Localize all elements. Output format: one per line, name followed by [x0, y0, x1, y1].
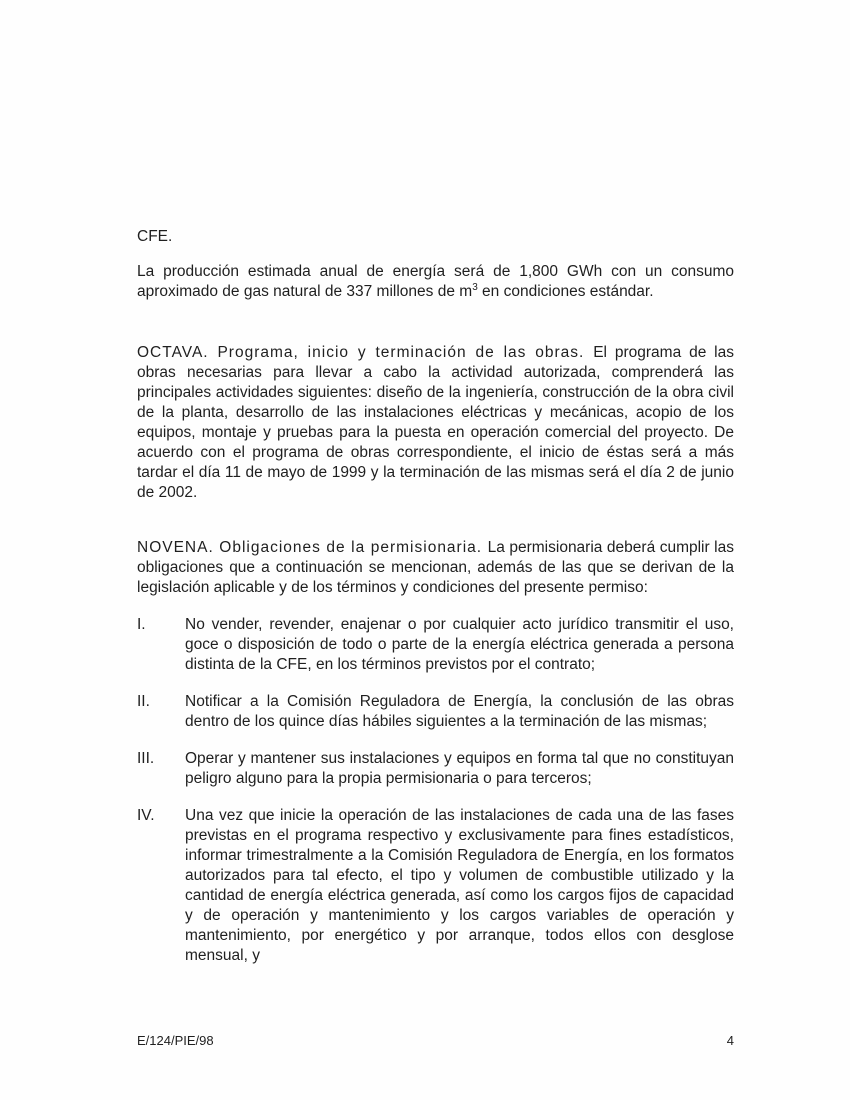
clause-novena: [137, 538, 734, 598]
production-text-before-sup: La producción estimada anual de energía será de 1,800 GWh con un consumo aproximado de gas natural de 337 millones de m: [137, 263, 734, 300]
obligation-numeral-2: II.: [137, 693, 150, 710]
obligation-numeral-3: III.: [137, 750, 155, 767]
obligation-text-2: Notificar a la Comisión Reguladora de Energía, la conclusión de las obras dentro de los quince días hábiles siguientes a la terminación de las mismas;: [185, 693, 734, 730]
obligation-text-3: Operar y mantener sus instalaciones y equipos en forma tal que no constituyan peligro alguno para la propia permisionaria o para terceros;: [185, 750, 734, 787]
clause-octava: [137, 343, 734, 503]
clause-octava-title: OCTAVA. Programa, inicio y terminación de las obras.: [137, 344, 594, 361]
production-paragraph: [137, 262, 734, 302]
obligation-numeral-1: I.: [137, 616, 146, 633]
clause-novena-title: NOVENA. Obligaciones de la permisionaria.: [137, 539, 488, 556]
document-reference: E/124/PIE/98: [137, 1033, 214, 1048]
cfe-line: CFE.: [137, 228, 173, 245]
clause-octava-body: El programa de las obras necesarias para llevar a cabo la actividad autorizada, comprenderá las principales actividades siguientes: diseño de la ingeniería, construcción de la obra civil de la planta, desarrollo de las instalaciones eléctricas y mecánicas, acopio de los equipos, montaje y pruebas para la puesta en operación comercial del proyecto. De acuerdo con el programa de obras correspondiente, el inicio de éstas será a más tardar el día 11 de mayo de 1999 y la terminación de las mismas será el día 2 de junio de 2002.: [137, 344, 734, 501]
document-content: [137, 227, 734, 966]
production-text-after-sup: en condiciones estándar.: [477, 283, 654, 300]
obligation-item-3: [137, 749, 734, 789]
cubic-meter-superscript: 3: [472, 281, 478, 293]
page-number: 4: [726, 1033, 734, 1048]
obligation-item-2: [137, 692, 734, 732]
obligation-text-4: Una vez que inicie la operación de las instalaciones de cada una de las fases previstas en el programa respectivo y exclusivamente para fines estadísticos, informar trimestralmente a la Comisión Reguladora de Energía, en los formatos autorizados para tal efecto, el tipo y volumen de combustible utilizado y la cantidad de energía eléctrica generada, así como los cargos fijos de capacidad y de operación y mantenimiento y los cargos variables de operación y mantenimiento, por energético y por arranque, todos ellos con desglose mensual, y: [185, 807, 734, 964]
obligation-item-1: [137, 615, 734, 675]
obligation-text-1: No vender, revender, enajenar o por cualquier acto jurídico transmitir el uso, goce o disposición de todo o parte de la energía eléctrica generada a persona distinta de la CFE, en los términos previstos por el contrato;: [185, 616, 734, 673]
obligation-numeral-4: IV.: [137, 807, 155, 824]
obligation-item-4: [137, 806, 734, 966]
page-footer: [137, 1033, 734, 1049]
clause-novena-body: La permisionaria deberá cumplir las obligaciones que a continuación se mencionan, además de las que se derivan de la legislación aplicable y de los términos y condiciones del presente permiso:: [137, 539, 734, 596]
